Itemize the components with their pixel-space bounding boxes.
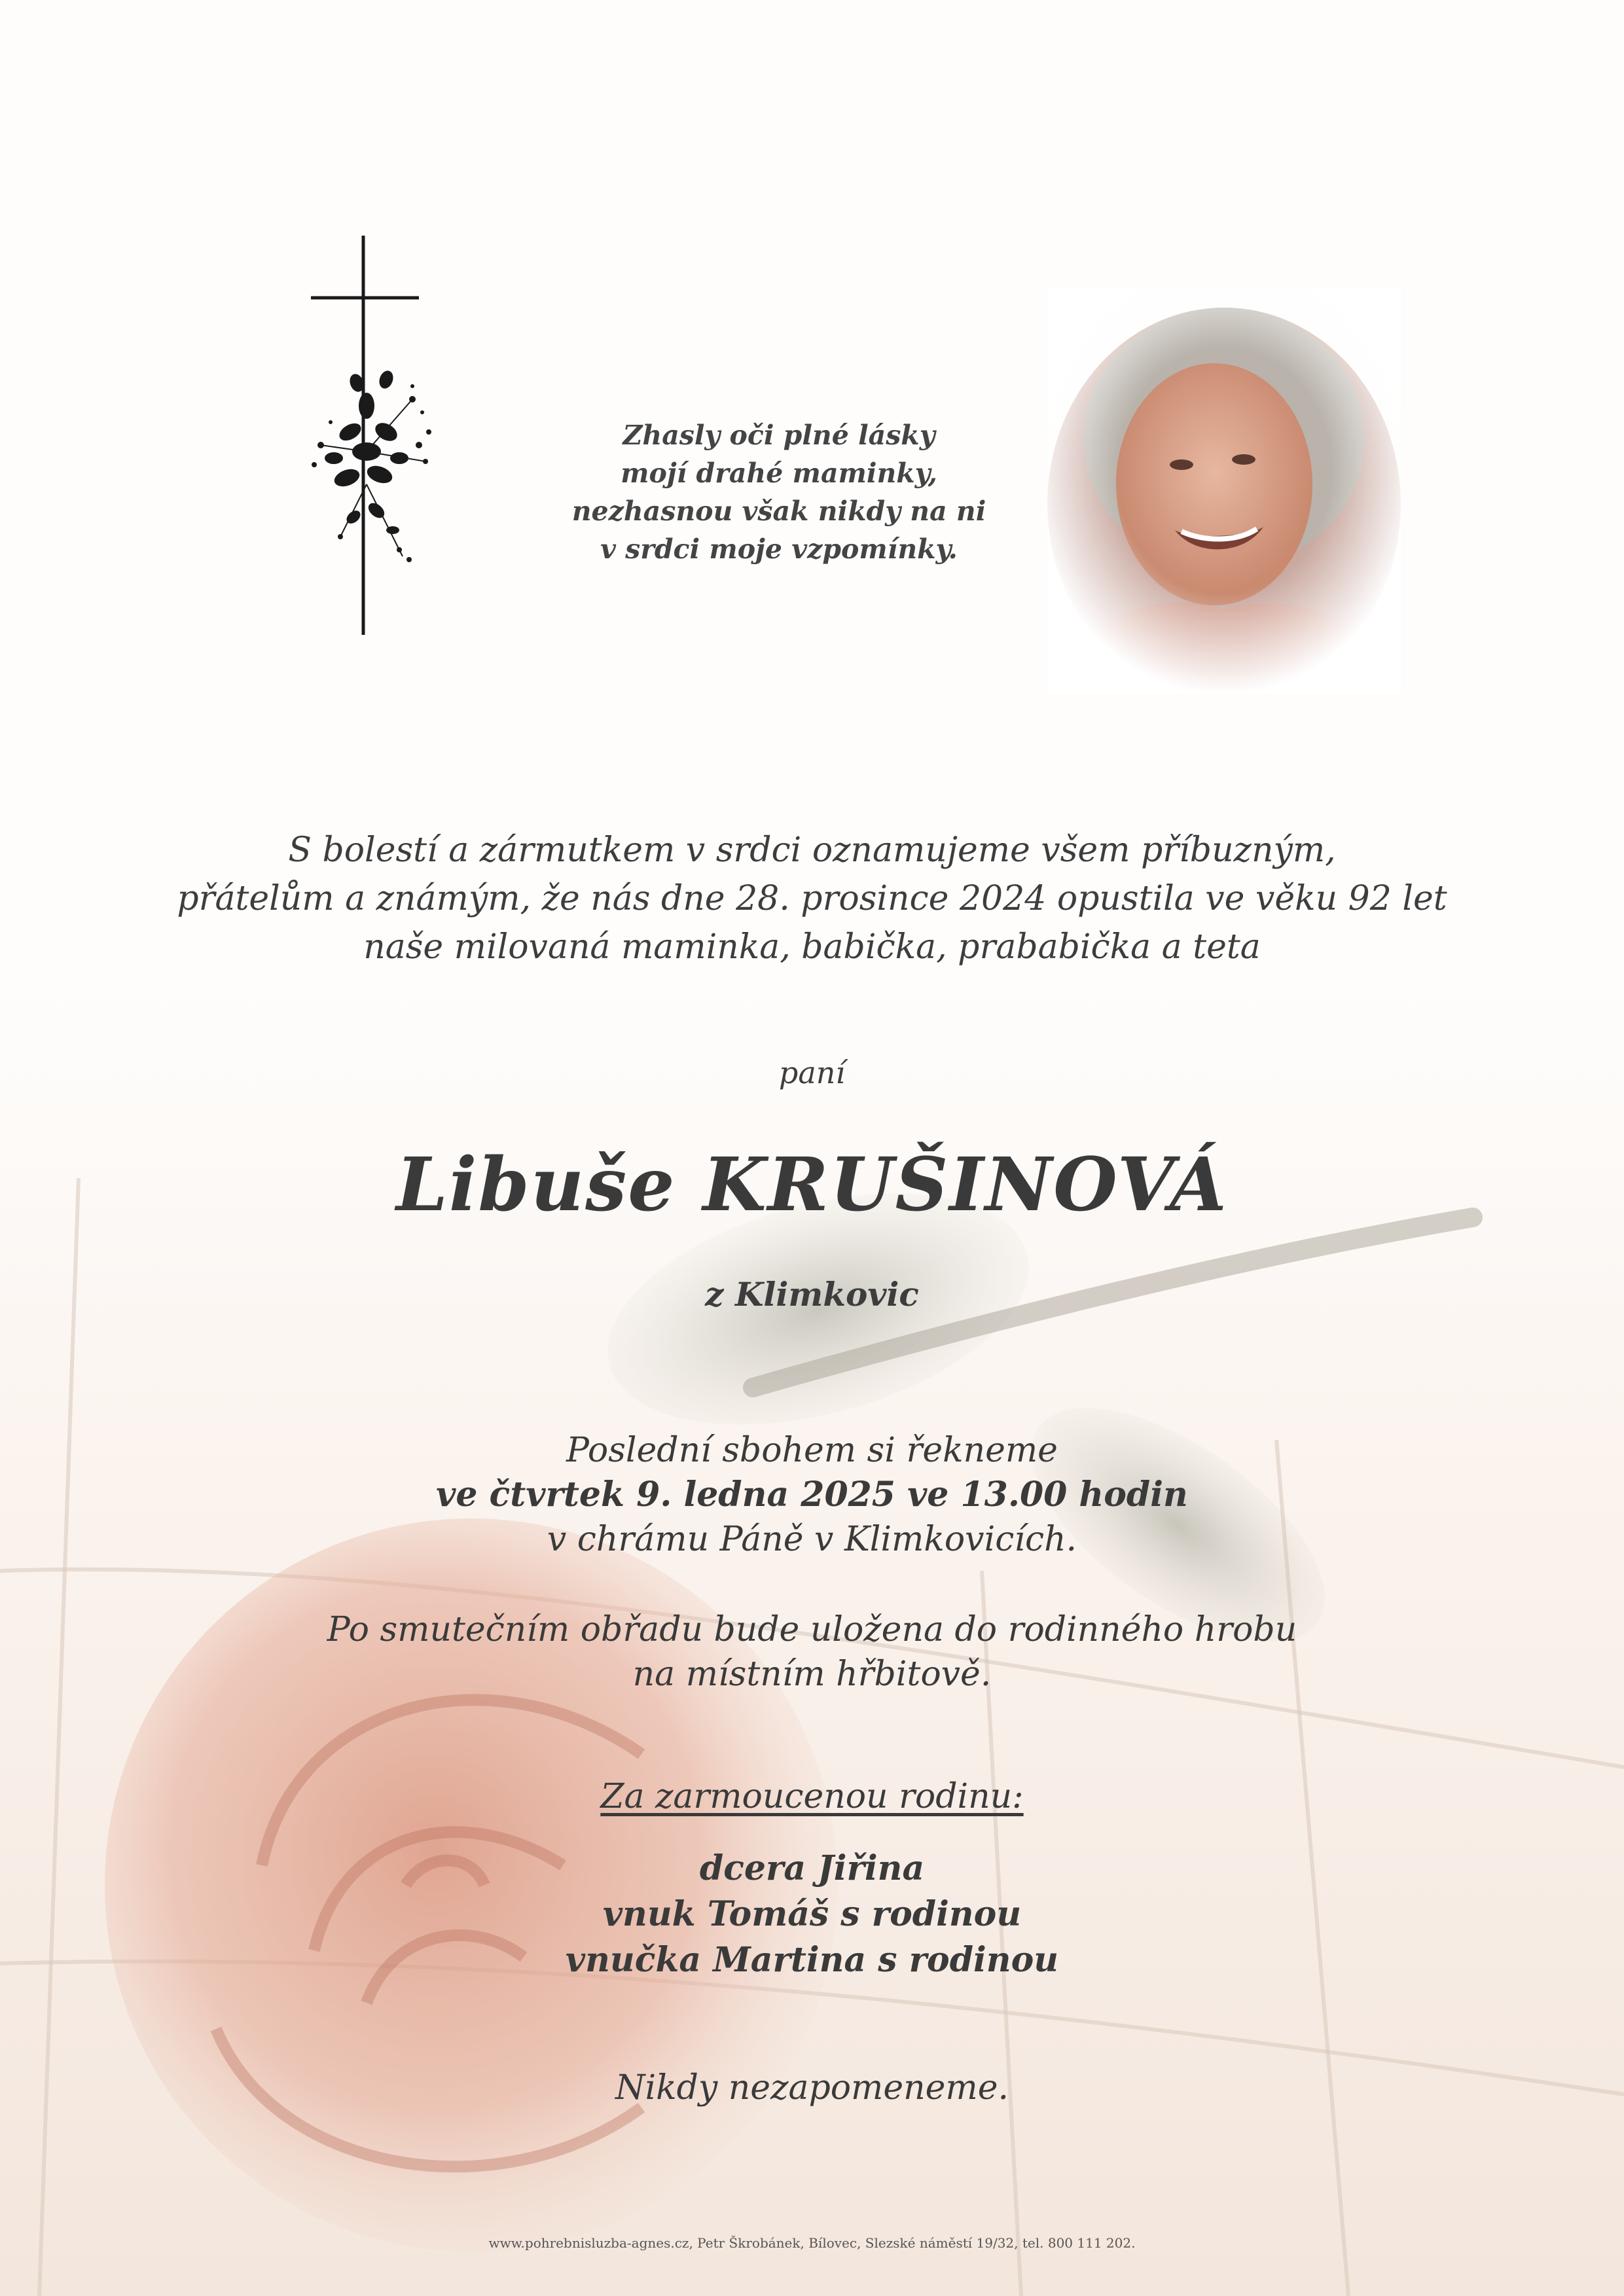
announcement-line: S bolestí a zármutkem v srdci oznamujeme všem příbuzným, — [288, 831, 1336, 870]
closing-line: Nikdy nezapomeneme. — [615, 2068, 1009, 2108]
funeral-date-time: ve čtvrtek 9. ledna 2025 ve 13.00 hodin — [436, 1475, 1188, 1515]
funeral-details — [0, 1428, 1624, 1562]
honorific: paní — [778, 1055, 846, 1090]
motto-line: nezhasnou však nikdy na ni — [571, 495, 986, 527]
family-member: vnuk Tomáš s rodinou — [602, 1894, 1022, 1934]
motto-line: mojí drahé maminky, — [621, 457, 937, 489]
funeral-place: v chrámu Páně v Klimkovicích. — [547, 1520, 1077, 1559]
announcement-text — [0, 826, 1624, 971]
burial-line: na místním hřbitově. — [632, 1655, 992, 1694]
announcement-line: přátelům a známým, že nás dne 28. prosince 2024 opustila ve věku 92 let — [177, 879, 1447, 918]
motto-line: Zhasly oči plné lásky — [623, 420, 935, 451]
family-member: vnučka Martina s rodinou — [565, 1940, 1059, 1980]
portrait-photo — [1047, 288, 1401, 694]
burial-line: Po smutečním obřadu bude uložena do rodinného hrobu — [327, 1610, 1297, 1649]
announcement-line: naše milovaná maminka, babička, prababička a teta — [363, 927, 1261, 967]
family-member: dcera Jiřina — [699, 1848, 925, 1888]
deceased-name: Libuše KRUŠINOVÁ — [396, 1142, 1228, 1228]
motto-verse — [445, 416, 1113, 568]
motto-line: v srdci moje vzpomínky. — [600, 533, 958, 565]
family-list — [0, 1846, 1624, 1983]
burial-info — [0, 1607, 1624, 1696]
family-heading — [0, 1777, 1624, 1816]
hometown: z Klimkovic — [705, 1275, 919, 1314]
family-heading-text: Za zarmoucenou rodinu: — [600, 1777, 1024, 1816]
farewell-intro: Poslední sbohem si řekneme — [566, 1431, 1058, 1470]
funeral-service-footer: www.pohrebnisluzba-agnes.cz, Petr Škrobánek, Bílovec, Slezské náměstí 19/32, tel. 800 111 202. — [488, 2235, 1136, 2251]
